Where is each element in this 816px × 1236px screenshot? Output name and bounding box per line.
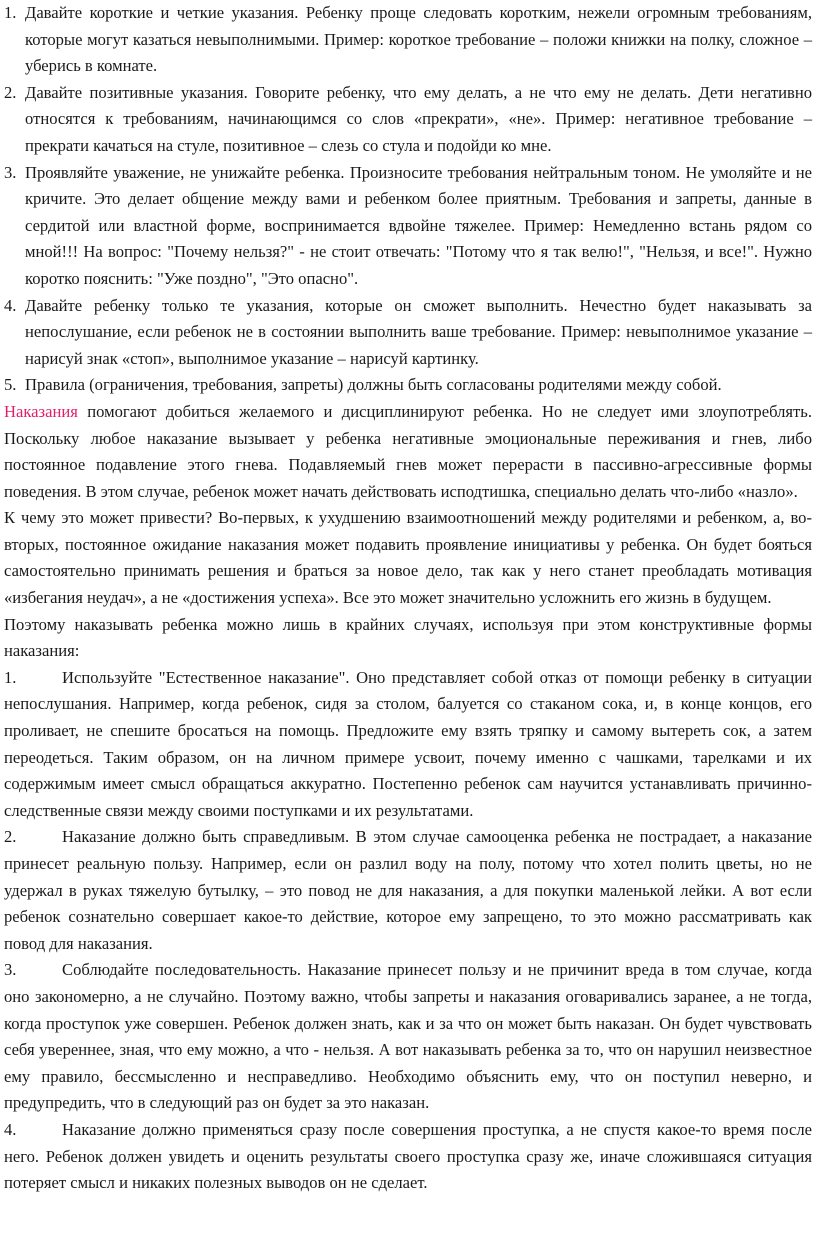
rule-number: 3. bbox=[4, 960, 17, 980]
list-number: 1. bbox=[4, 3, 17, 22]
rule-paragraph bbox=[4, 1117, 812, 1197]
rule-paragraph bbox=[4, 824, 812, 957]
rule-text: Используйте "Естественное наказание". Оно представляет собой отказ от помощи ребенку в ситуации непослушания. Например, когда ребенок, сидя за столом, балуется со стаканом сока, и, в конце концов, его проливает, не спешите бросаться на помощь. Предложите ему взять тряпку и самому вытереть сок, а затем переодеться. Таким образом, он на личном примере усвоит, почему именно с чашками, тарелками и их содержимым имеет смысл обращаться аккуратно. Постепенно ребенок сам научится устанавливать причинно-следственные связи между своими поступками и их результатами. bbox=[4, 667, 812, 820]
rule-text: Наказание должно применяться сразу после совершения проступка, а не спустя какое-то время после него. Ребенок должен увидеть и оценить результаты своего проступка сразу же, иначе сложившаяся ситуация потеряет смысл и никаких полезных выводов он не сделает. bbox=[4, 1119, 812, 1193]
list-number: 5. bbox=[4, 375, 17, 395]
rule-text: Наказание должно быть справедливым. В этом случае самооценка ребенка не пострадает, а наказание принесет реальную пользу. Например, если он разлил воду на полу, потому что хотел полить цветы, но не удержал в руках тяжелую бутылку, – это повод не для наказания, а для покупки маленькой лейки. А вот если ребенок сознательно совершает какое-то действие, которое ему запрещено, то это можно рассматривать как повод для наказания. bbox=[4, 827, 812, 953]
list-item bbox=[4, 0, 812, 80]
list-item bbox=[4, 372, 812, 399]
list-number: 4. bbox=[4, 295, 17, 315]
list-number: 2. bbox=[4, 82, 17, 102]
rule-number: 4. bbox=[4, 1119, 17, 1139]
rule-text: Соблюдайте последовательность. Наказание принесет пользу и не причинит вреда в том случае, когда оно закономерно, а не случайно. Поэтому важно, чтобы запреты и наказания оговаривались заранее, а не тогда, когда проступок уже совершен. Ребенок должен знать, как и за что он может быть наказан. Он будет чувствовать себя увереннее, зная, что ему можно, а что - нельзя. А вот наказывать ребенка за то, что он нарушил неизвестное ему правило, бессмысленно и несправедливо. Необходимо объяснить ему, что он поступил неверно, и предупредить, что в следующий раз он будет за это наказан. bbox=[4, 960, 812, 1113]
list-text: Давайте позитивные указания. Говорите ребенку, что ему делать, а не что ему не делать. Дети негативно относятся к требованиям, начинающимся со слов «прекрати», «не». Пример: негативное требование – прекрати качаться на стуле, позитивное – слезь со стула и подойди ко мне. bbox=[25, 82, 812, 155]
list-text: Правила (ограничения, требования, запреты) должны быть согласованы родителями между собой. bbox=[25, 375, 722, 395]
list-text: Проявляйте уважение, не унижайте ребенка. Произносите требования нейтральным тоном. Не умоляйте и не кричите. Это делает общение между вами и ребенком более приятным. Требования и запреты, данные в сердитой или властной форме, воспринимается вдвойне тяжелее. Пример: Немедленно встань рядом со мной!!! На вопрос: "Почему нельзя?" - не стоит отвечать: "Потому что я так велю!", "Нельзя, и все!". Нужно коротко пояснить: "Уже поздно", "Это опасно". bbox=[25, 162, 812, 288]
rule-number: 2. bbox=[4, 827, 17, 847]
rule-paragraph bbox=[4, 665, 812, 825]
list-text: Давайте короткие и четкие указания. Ребенку проще следовать коротким, нежели огромным требованиям, которые могут казаться невыполнимыми. Пример: короткое требование – положи книжки на полку, сложное – уберись в комнате. bbox=[25, 3, 812, 76]
punishment-paragraph-text: помогают добиться желаемого и дисциплинируют ребенка. Но не следует ими злоупотреблять. Поскольку любое наказание вызывает у ребенка негативные эмоциональные переживания и гнев, либо постоянное подавление этого гнева. Подавляемый гнев может перерасти в пассивно-агрессивные формы поведения. В этом случае, ребенок может начать действовать исподтишка, специально делать что-либо «назло». bbox=[4, 401, 812, 501]
list-item bbox=[4, 160, 812, 293]
rule-paragraph bbox=[4, 957, 812, 1117]
list-item bbox=[4, 293, 812, 373]
conclusion-paragraph: Поэтому наказывать ребенка можно лишь в крайних случаях, используя при этом конструктивные формы наказания: bbox=[4, 614, 812, 661]
rule-number: 1. bbox=[4, 667, 17, 687]
punishment-highlight: Наказания bbox=[4, 401, 78, 421]
list-item bbox=[4, 80, 812, 160]
list-number: 3. bbox=[4, 162, 17, 182]
list-text: Давайте ребенку только те указания, которые он сможет выполнить. Нечестно будет наказывать за непослушание, если ребенок не в состоянии выполнить ваше требование. Пример: невыполнимое указание – нарисуй знак «стоп», выполнимое указание – нарисуй картинку. bbox=[25, 295, 812, 368]
consequences-paragraph: К чему это может привести? Во-первых, к ухудшению взаимоотношений между родителями и ребенком, а, во-вторых, постоянное ожидание наказания может подавить проявление инициативы у ребенка. Он будет бояться самостоятельно принимать решения и браться за новое дело, так как у него станет преобладать мотивация «избегания неудач», а не «достижения успеха». Все это может значительно усложнить его жизнь в будущем. bbox=[4, 508, 812, 608]
punishment-paragraph bbox=[4, 399, 812, 505]
